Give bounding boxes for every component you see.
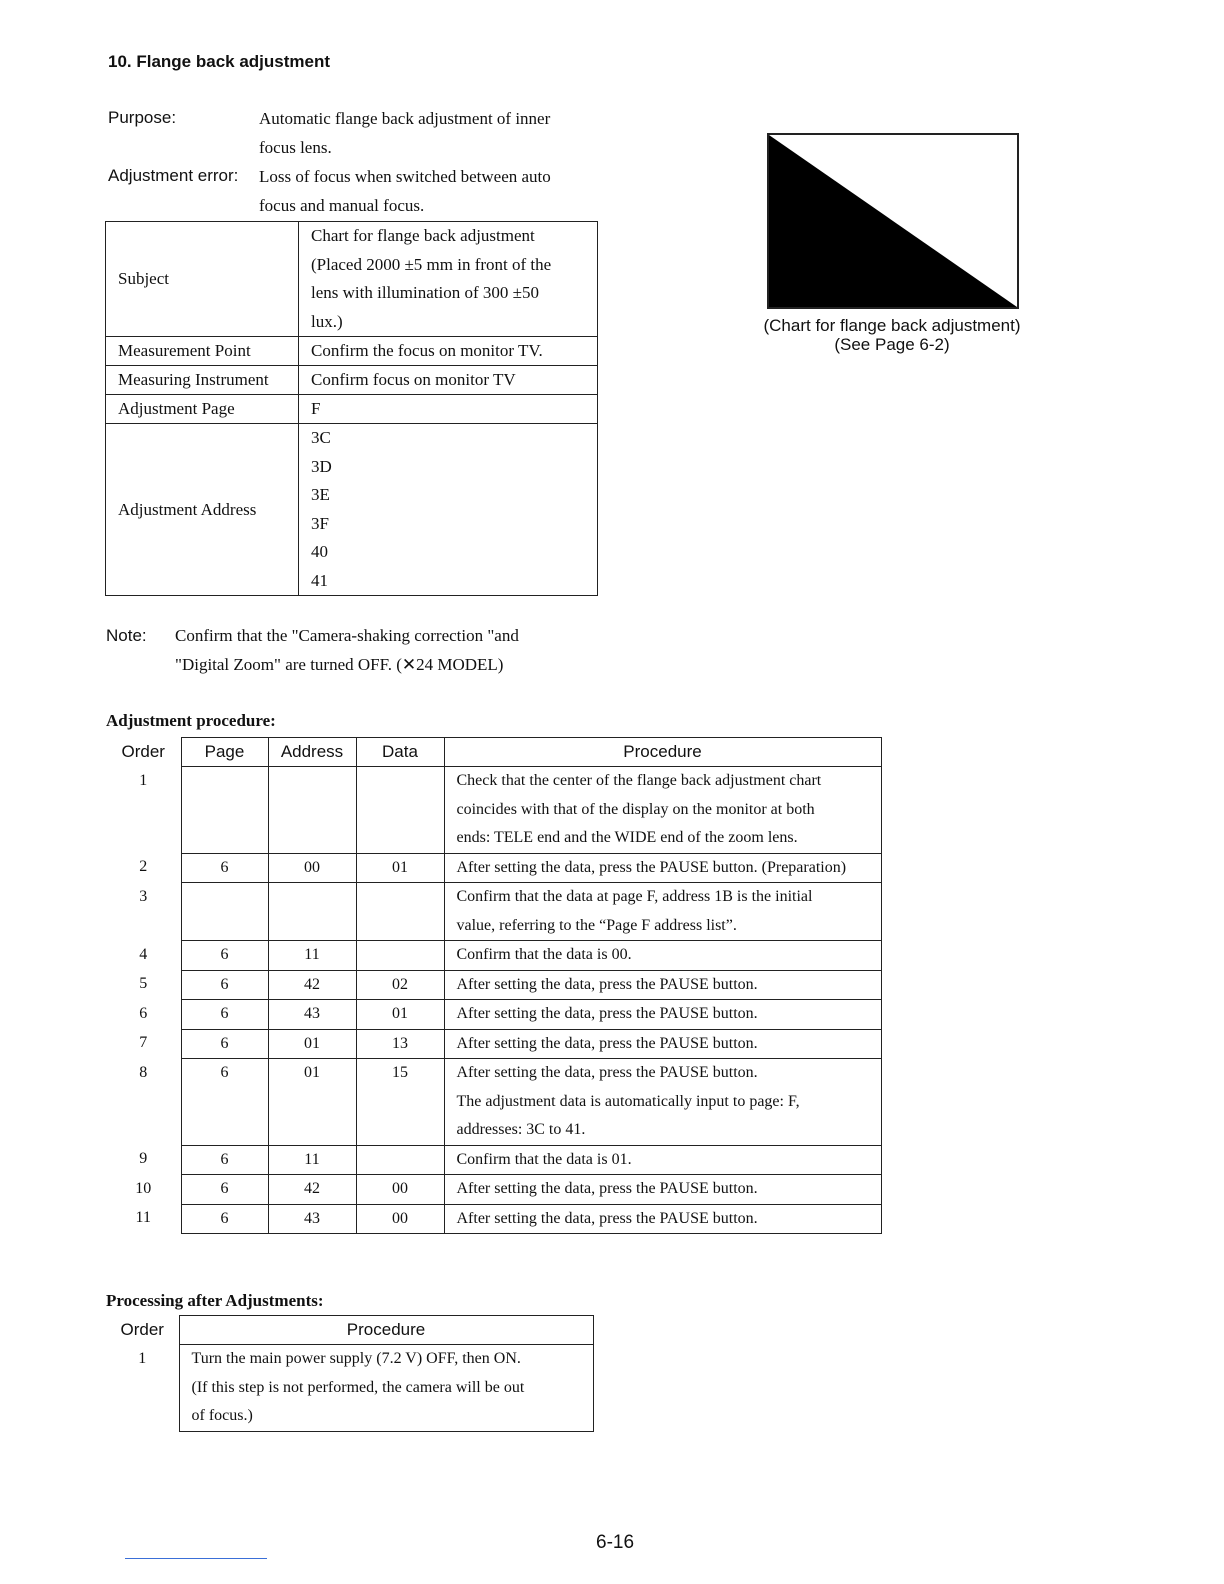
- purpose-line: focus lens.: [259, 137, 332, 157]
- procedure-line: ends: TELE end and the WIDE end of the zoom lens.: [456, 829, 798, 846]
- procedure-line: After setting the data, press the PAUSE button.: [456, 1209, 758, 1227]
- measurement-point-label: Measurement Point: [106, 337, 299, 366]
- procedure-line: value, referring to the “Page F address list”.: [456, 916, 737, 934]
- subject-line: lens with illumination of 300 ±50: [311, 283, 539, 302]
- row-address: 11: [268, 941, 356, 971]
- row-procedure: [444, 970, 881, 1000]
- row-order: 3: [139, 887, 148, 905]
- address-value: 41: [311, 570, 328, 590]
- procedure-line: addresses: 3C to 41.: [456, 1121, 586, 1138]
- row-page: [181, 767, 268, 854]
- row-data: 00: [356, 1175, 444, 1205]
- row-order: 4: [139, 945, 148, 963]
- processing-table: [106, 1315, 594, 1432]
- adjustment-page-value: F: [299, 395, 598, 424]
- adjustment-error-line: Loss of focus when switched between auto: [259, 167, 551, 186]
- spec-row-adjustment-page: [106, 395, 598, 424]
- measuring-instrument-label: Measuring Instrument: [106, 366, 299, 395]
- address-value: 3F: [311, 513, 329, 533]
- row-page: 6: [181, 1029, 268, 1059]
- processing-header-procedure: Procedure: [179, 1316, 593, 1345]
- header-page: Page: [181, 738, 268, 767]
- procedure-line: coincides with that of the display on the monitor at both: [456, 800, 815, 818]
- row-order: 6: [139, 1004, 148, 1022]
- row-address: 00: [268, 853, 356, 883]
- procedure-line: After setting the data, press the PAUSE button.: [456, 1064, 758, 1081]
- measurement-point-value: Confirm the focus on monitor TV.: [299, 337, 598, 366]
- row-data: 01: [356, 853, 444, 883]
- chart-caption-line2: (See Page 6-2): [834, 335, 950, 354]
- row-procedure: [179, 1345, 593, 1432]
- row-procedure: [444, 1204, 881, 1234]
- row-order: 9: [139, 1150, 148, 1167]
- subject-line: (Placed 2000 ±5 mm in front of the: [311, 254, 552, 274]
- adjustment-page-label: Adjustment Page: [106, 395, 299, 424]
- procedure-line: Turn the main power supply (7.2 V) OFF, then ON.: [191, 1350, 521, 1367]
- row-address: 42: [268, 970, 356, 1000]
- row-data: 01: [356, 1000, 444, 1030]
- footer-line: [125, 1558, 267, 1559]
- address-value: 3E: [311, 485, 330, 504]
- purpose-line: Automatic flange back adjustment of inner: [259, 109, 551, 128]
- processing-header-order: Order: [120, 1320, 164, 1339]
- row-address: [268, 767, 356, 854]
- row-address: 01: [268, 1059, 356, 1146]
- procedure-row: [106, 1175, 881, 1205]
- procedure-row: [106, 883, 881, 941]
- section-title: 10. Flange back adjustment: [108, 52, 331, 71]
- processing-header-row: [106, 1316, 593, 1345]
- chart-caption-line1: (Chart for flange back adjustment): [763, 316, 1021, 335]
- row-page: 6: [181, 1059, 268, 1146]
- row-data: 00: [356, 1204, 444, 1234]
- row-page: 6: [181, 941, 268, 971]
- note-label: Note:: [106, 626, 147, 645]
- adjustment-address-label: Adjustment Address: [106, 424, 299, 596]
- spec-row-adjustment-address: [106, 424, 598, 596]
- row-procedure: [444, 1059, 881, 1146]
- procedure-line: Confirm that the data is 01.: [456, 1150, 632, 1168]
- spec-row-measurement-point: [106, 337, 598, 366]
- purpose-label: Purpose:: [108, 108, 177, 127]
- procedure-row: [106, 1000, 881, 1030]
- row-data: [356, 767, 444, 854]
- row-order: 10: [135, 1179, 152, 1197]
- row-data: [356, 883, 444, 941]
- note-line: "Digital Zoom" are turned OFF. (✕24 MODEL): [175, 654, 504, 674]
- row-order: 5: [139, 975, 148, 992]
- row-procedure: [444, 767, 881, 854]
- adjustment-address-values: [299, 424, 598, 596]
- procedure-header-row: [106, 738, 881, 767]
- row-page: 6: [181, 1145, 268, 1175]
- row-procedure: [444, 1145, 881, 1175]
- row-address: 42: [268, 1175, 356, 1205]
- row-order: 8: [139, 1063, 148, 1081]
- row-data: 15: [356, 1059, 444, 1146]
- row-order: 7: [139, 1034, 148, 1051]
- row-address: 01: [268, 1029, 356, 1059]
- row-address: 11: [268, 1145, 356, 1175]
- row-address: [268, 883, 356, 941]
- procedure-line: After setting the data, press the PAUSE button.: [456, 975, 758, 993]
- address-value: 40: [311, 542, 328, 561]
- measuring-instrument-value: Confirm focus on monitor TV: [299, 366, 598, 395]
- note-text: [175, 622, 519, 679]
- procedure-line: After setting the data, press the PAUSE button. (Preparation): [456, 858, 847, 876]
- row-address: 43: [268, 1204, 356, 1234]
- purpose-text: [259, 105, 550, 162]
- row-order: 2: [139, 858, 148, 875]
- procedure-line: Check that the center of the flange back adjustment chart: [456, 772, 822, 789]
- subject-value: [299, 222, 598, 337]
- processing-title: Processing after Adjustments:: [106, 1291, 324, 1310]
- procedure-row: [106, 1204, 881, 1234]
- row-order: 1: [139, 771, 148, 789]
- row-procedure: [444, 941, 881, 971]
- page-number: 6-16: [596, 1532, 635, 1553]
- row-data: 13: [356, 1029, 444, 1059]
- spec-table: [105, 221, 598, 596]
- header-order: Order: [121, 742, 165, 761]
- spec-row-subject: [106, 222, 598, 337]
- row-data: 02: [356, 970, 444, 1000]
- procedure-line: Confirm that the data at page F, address 1B is the initial: [456, 888, 813, 905]
- row-page: 6: [181, 1175, 268, 1205]
- row-procedure: [444, 1175, 881, 1205]
- procedure-line: Confirm that the data is 00.: [456, 946, 632, 963]
- adjustment-error-text: [259, 163, 551, 220]
- row-order: 1: [138, 1349, 147, 1367]
- procedure-row: [106, 1029, 881, 1059]
- procedure-body: [106, 767, 881, 1234]
- procedure-line: The adjustment data is automatically input to page: F,: [456, 1092, 800, 1110]
- adjustment-error-line: focus and manual focus.: [259, 195, 425, 215]
- header-address: Address: [268, 738, 356, 767]
- procedure-line: After setting the data, press the PAUSE button.: [456, 1180, 758, 1197]
- address-value: 3D: [311, 456, 332, 476]
- subject-label: Subject: [106, 222, 299, 337]
- note-line: Confirm that the "Camera-shaking correction "and: [175, 626, 519, 645]
- row-page: 6: [181, 970, 268, 1000]
- procedure-row: [106, 853, 881, 883]
- row-page: [181, 883, 268, 941]
- procedure-row: [106, 941, 881, 971]
- flange-chart-image: [767, 133, 1019, 309]
- row-address: 43: [268, 1000, 356, 1030]
- row-procedure: [444, 1029, 881, 1059]
- procedure-line: (If this step is not performed, the camera will be out: [191, 1378, 525, 1396]
- adjustment-error-label: Adjustment error:: [108, 166, 239, 185]
- processing-row: [106, 1345, 593, 1432]
- procedure-row: [106, 1059, 881, 1146]
- subject-line: lux.): [311, 311, 343, 331]
- address-value: 3C: [311, 428, 331, 447]
- procedure-line: of focus.): [191, 1407, 253, 1424]
- row-order: 11: [135, 1209, 151, 1226]
- row-data: [356, 1145, 444, 1175]
- procedure-title: Adjustment procedure:: [106, 711, 276, 730]
- row-procedure: [444, 883, 881, 941]
- row-page: 6: [181, 853, 268, 883]
- processing-body: [106, 1345, 593, 1432]
- flange-chart-triangle: [769, 135, 1017, 307]
- procedure-row: [106, 767, 881, 854]
- row-data: [356, 941, 444, 971]
- spec-row-measuring-instrument: [106, 366, 598, 395]
- header-procedure: Procedure: [444, 738, 881, 767]
- procedure-row: [106, 970, 881, 1000]
- procedure-line: After setting the data, press the PAUSE button.: [456, 1005, 758, 1022]
- row-page: 6: [181, 1000, 268, 1030]
- header-data: Data: [356, 738, 444, 767]
- procedure-row: [106, 1145, 881, 1175]
- chart-caption: [742, 316, 1042, 354]
- procedure-line: After setting the data, press the PAUSE button.: [456, 1034, 758, 1052]
- row-procedure: [444, 1000, 881, 1030]
- row-procedure: [444, 853, 881, 883]
- row-page: 6: [181, 1204, 268, 1234]
- subject-line: Chart for flange back adjustment: [311, 226, 535, 245]
- procedure-table: [106, 737, 882, 1234]
- chart-black-triangle: [769, 135, 1017, 307]
